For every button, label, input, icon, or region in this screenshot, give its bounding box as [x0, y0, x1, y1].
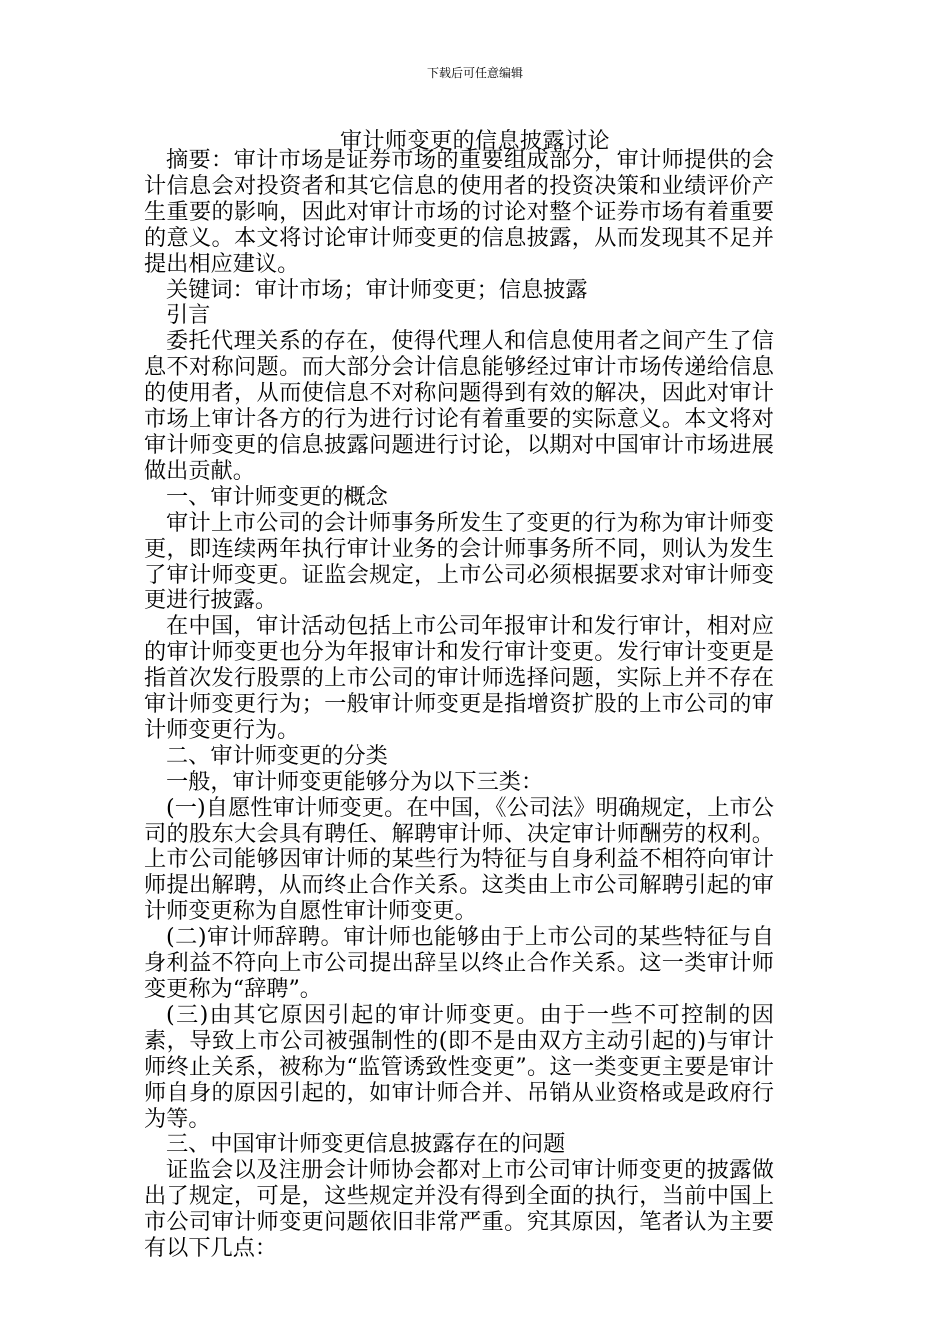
paragraph: 在中国，审计活动包括上市公司年报审计和发行审计，相对应的审计师变更也分为年报审计和发行审计变更。发行审计变更是指首次发行股票的上市公司的审计师选择问题，实际上并不存在审计师变更行为；一般审计师变更是指增资扩股的上市公司的审计师变更行为。: [144, 613, 774, 743]
section-heading: 一、审计师变更的概念: [166, 483, 388, 510]
heading-introduction: 引言: [166, 302, 211, 329]
paragraph: 一般，审计师变更能够分为以下三类：: [166, 768, 544, 795]
paragraph: (一)自愿性审计师变更。在中国，《公司法》明确规定，上市公司的股东大会具有聘任、解聘审计师、决定审计师酬劳的权利。上市公司能够因审计师的某些行为特征与自身利益不相符向审计师提出解聘，从而终止合作关系。这类由上市公司解聘引起的审计师变更称为自愿性审计师变更。: [144, 794, 774, 925]
paragraph: 委托代理关系的存在，使得代理人和信息使用者之间产生了信息不对称问题。而大部分会计信息能够经过审计市场传递给信息的使用者，从而使信息不对称问题得到有效的解决，因此对审计市场上审计各方的行为进行讨论有着重要的实际意义。本文将对审计师变更的信息披露问题进行讨论，以期对中国审计市场进展做出贡献。: [144, 328, 774, 484]
paragraph: 审计上市公司的会计师事务所发生了变更的行为称为审计师变更，即连续两年执行审计业务的会计师事务所不同，则认为发生了审计师变更。证监会规定，上市公司必须根据要求对审计师变更进行披露。: [144, 509, 774, 614]
paragraph: 证监会以及注册会计师协会都对上市公司审计师变更的披露做出了规定，可是，这些规定并没有得到全面的执行，当前中国上市公司审计师变更问题依旧非常严重。究其原因，笔者认为主要有以下几点：: [144, 1157, 774, 1262]
document-title: 审计师变更的信息披露讨论: [339, 129, 610, 154]
document-body: [144, 148, 774, 1262]
paragraph-keywords: 关键词：审计市场；审计师变更；信息披露: [166, 276, 588, 303]
paragraph: (三)由其它原因引起的审计师变更。由于一些不可控制的因素，导致上市公司被强制性的(即不是由双方主动引起的)与审计师终止关系，被称为“监管诱致性变更”。这一类变更主要是审计师自身的原因引起的，如审计师合并、吊销从业资格或是政府行为等。: [144, 1001, 774, 1132]
section-heading: 二、审计师变更的分类: [166, 742, 388, 769]
paragraph-abstract: 摘要：审计市场是证券市场的重要组成部分，审计师提供的会计信息会对投资者和其它信息的使用者的投资决策和业绩评价产生重要的影响，因此对审计市场的讨论对整个证券市场有着重要的意义。本文将讨论审计师变更的信息披露，从而发现其不足并提出相应建议。: [144, 147, 774, 277]
paragraph: (二)审计师辞聘。审计师也能够由于上市公司的某些特征与自身利益不符向上市公司提出辞呈以终止合作关系。这一类审计师变更称为“辞聘”。: [144, 924, 774, 1002]
page-header: 下载后可任意编辑: [426, 66, 523, 80]
section-heading: 三、中国审计师变更信息披露存在的问题: [166, 1131, 566, 1158]
